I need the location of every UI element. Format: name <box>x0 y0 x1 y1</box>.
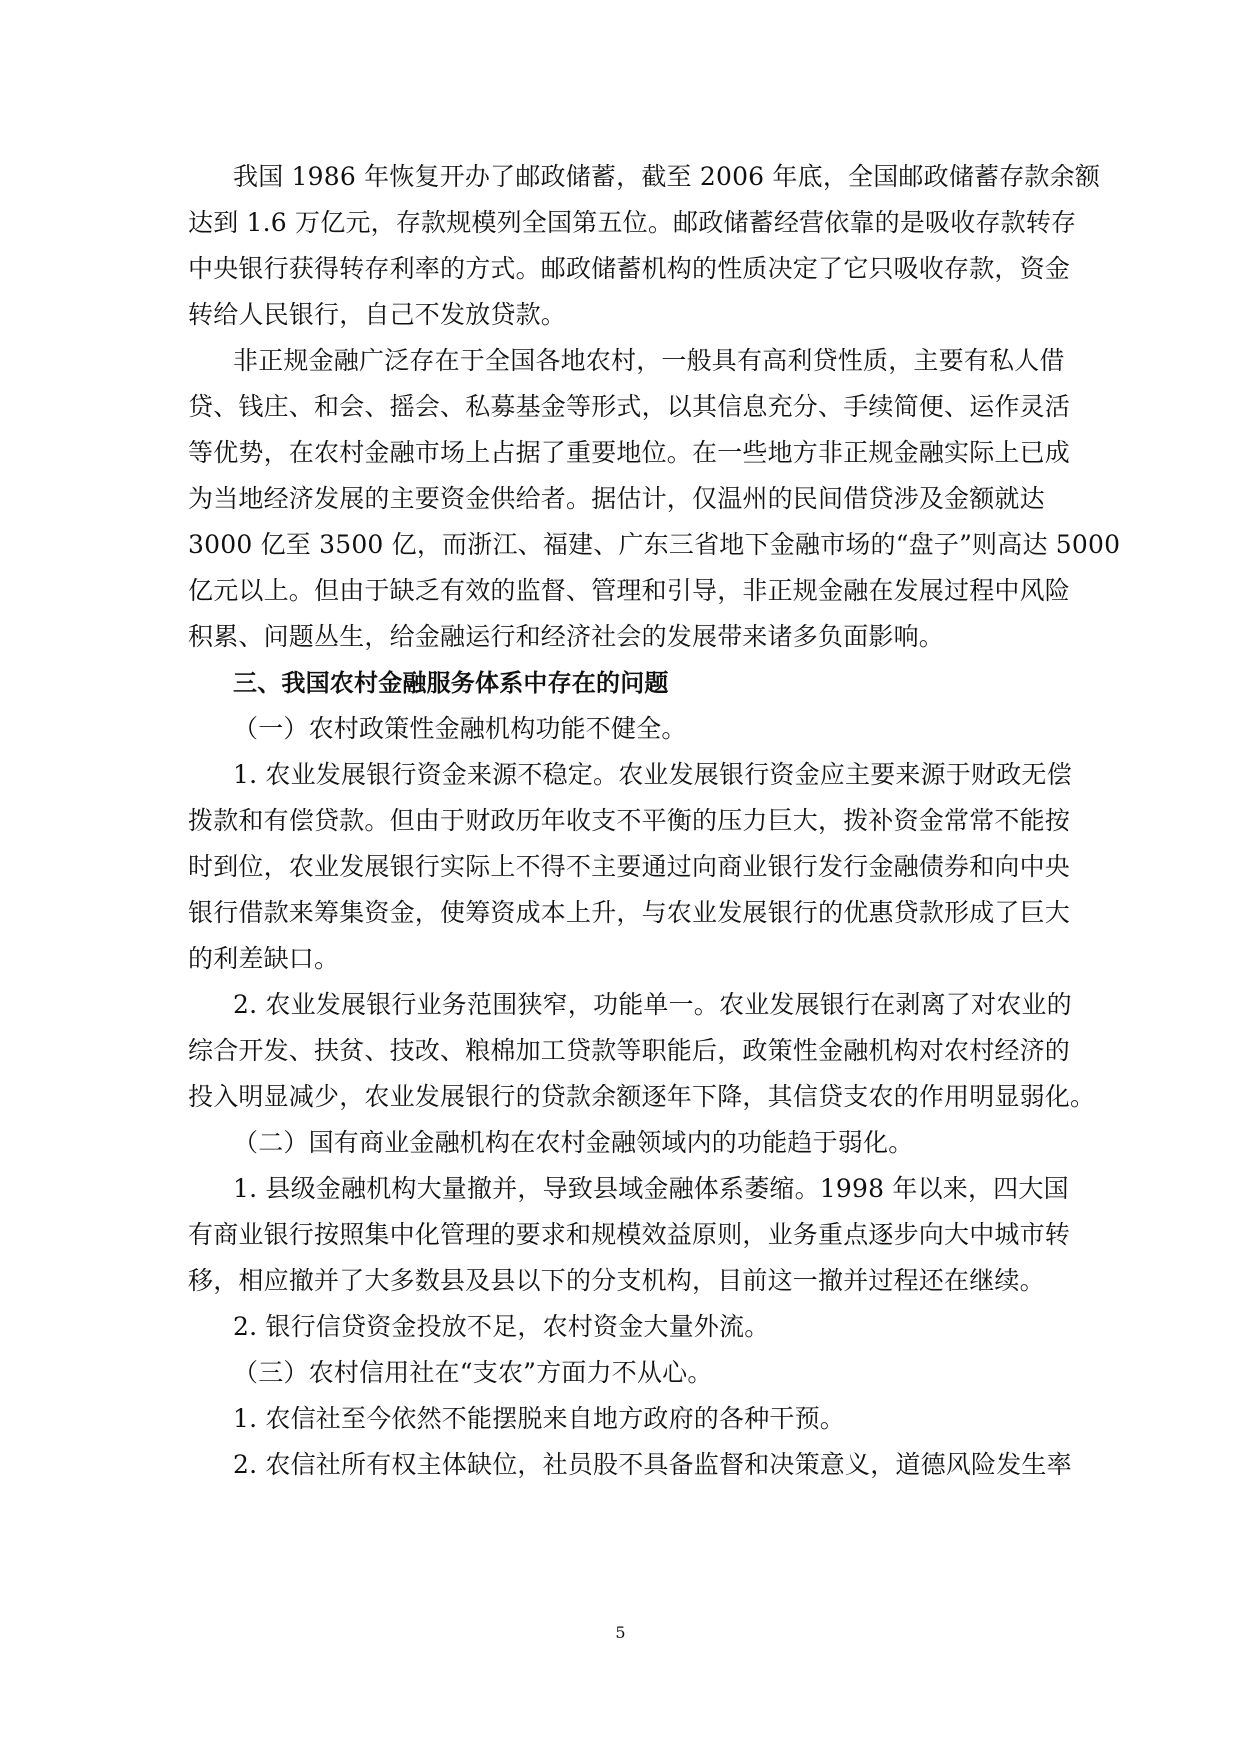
text-line: 非正规金融广泛存在于全国各地农村，一般具有高利贷性质，主要有私人借 <box>233 346 1065 375</box>
text-line: 拨款和有偿贷款。但由于财政历年收支不平衡的压力巨大，拨补资金常常不能按 <box>188 806 1071 835</box>
subsection-heading-credit-cooperatives: （三）农村信用社在“支农”方面力不从心。 <box>233 1358 713 1387</box>
text-line: 我国 1986 年恢复开办了邮政储蓄，截至 2006 年底，全国邮政储蓄存款余额 <box>233 162 1101 191</box>
page-number: 5 <box>615 1623 626 1642</box>
text-line: 亿元以上。但由于缺乏有效的监督、管理和引导，非正规金融在发展过程中风险 <box>188 576 1071 605</box>
text-line: 3000 亿至 3500 亿，而浙江、福建、广东三省地下金融市场的“盘子”则高达 5000 <box>188 530 1121 559</box>
text-line: 中央银行获得转存利率的方式。邮政储蓄机构的性质决定了它只吸收存款，资金 <box>188 254 1071 283</box>
text-line: 转给人民银行，自己不发放贷款。 <box>188 300 567 329</box>
paragraph-postal-savings <box>188 154 1101 338</box>
text-line: 积累、问题丛生，给金融运行和经济社会的发展带来诸多负面影响。 <box>188 622 945 651</box>
text-line: 1. 农业发展银行资金来源不稳定。农业发展银行资金应主要来源于财政无偿 <box>233 760 1072 789</box>
text-line: 1. 县级金融机构大量撤并，导致县域金融体系萎缩。1998 年以来，四大国 <box>233 1174 1069 1203</box>
paragraph-adb-funding <box>188 752 1072 982</box>
subsection-heading-policy-finance: （一）农村政策性金融机构功能不健全。 <box>233 714 687 743</box>
section-heading: 三、我国农村金融服务体系中存在的问题 <box>233 669 669 697</box>
text-line: 投入明显减少，农业发展银行的贷款余额逐年下降，其信贷支农的作用明显弱化。 <box>188 1082 1096 1111</box>
text-line: 综合开发、扶贫、技改、粮棉加工贷款等职能后，政策性金融机构对农村经济的 <box>188 1036 1071 1065</box>
paragraph-local-government-intervention: 1. 农信社至今依然不能摆脱来自地方政府的各种干预。 <box>233 1404 846 1433</box>
paragraph-informal-finance <box>188 338 1121 660</box>
text-line: 的利差缺口。 <box>188 944 340 973</box>
subsection-heading-commercial-banks: （二）国有商业金融机构在农村金融领域内的功能趋于弱化。 <box>233 1128 914 1157</box>
paragraph-ownership-absence: 2. 农信社所有权主体缺位，社员股不具备监督和决策意义，道德风险发生率 <box>233 1450 1072 1479</box>
text-line: 时到位，农业发展银行实际上不得不主要通过向商业银行发行金融债券和向中央 <box>188 852 1071 881</box>
text-line: 为当地经济发展的主要资金供给者。据估计，仅温州的民间借贷涉及金额就达 <box>188 484 1045 513</box>
paragraph-credit-outflow: 2. 银行信贷资金投放不足，农村资金大量外流。 <box>233 1312 770 1341</box>
text-line: 等优势，在农村金融市场上占据了重要地位。在一些地方非正规金融实际上已成 <box>188 438 1071 467</box>
paragraph-county-branches <box>188 1166 1071 1304</box>
text-line: 2. 农业发展银行业务范围狭窄，功能单一。农业发展银行在剥离了对农业的 <box>233 990 1072 1019</box>
paragraph-adb-scope <box>188 982 1096 1120</box>
text-line: 达到 1.6 万亿元，存款规模列全国第五位。邮政储蓄经营依靠的是吸收存款转存 <box>188 208 1077 237</box>
text-line: 贷、钱庄、和会、摇会、私募基金等形式，以其信息充分、手续简便、运作灵活 <box>188 392 1071 421</box>
text-line: 银行借款来筹集资金，使筹资成本上升，与农业发展银行的优惠贷款形成了巨大 <box>188 898 1071 927</box>
page-body <box>188 154 1121 1488</box>
text-line: 移，相应撤并了大多数县及县以下的分支机构，目前这一撤并过程还在继续。 <box>188 1266 1045 1295</box>
text-line: 有商业银行按照集中化管理的要求和规模效益原则，业务重点逐步向大中城市转 <box>188 1220 1071 1249</box>
